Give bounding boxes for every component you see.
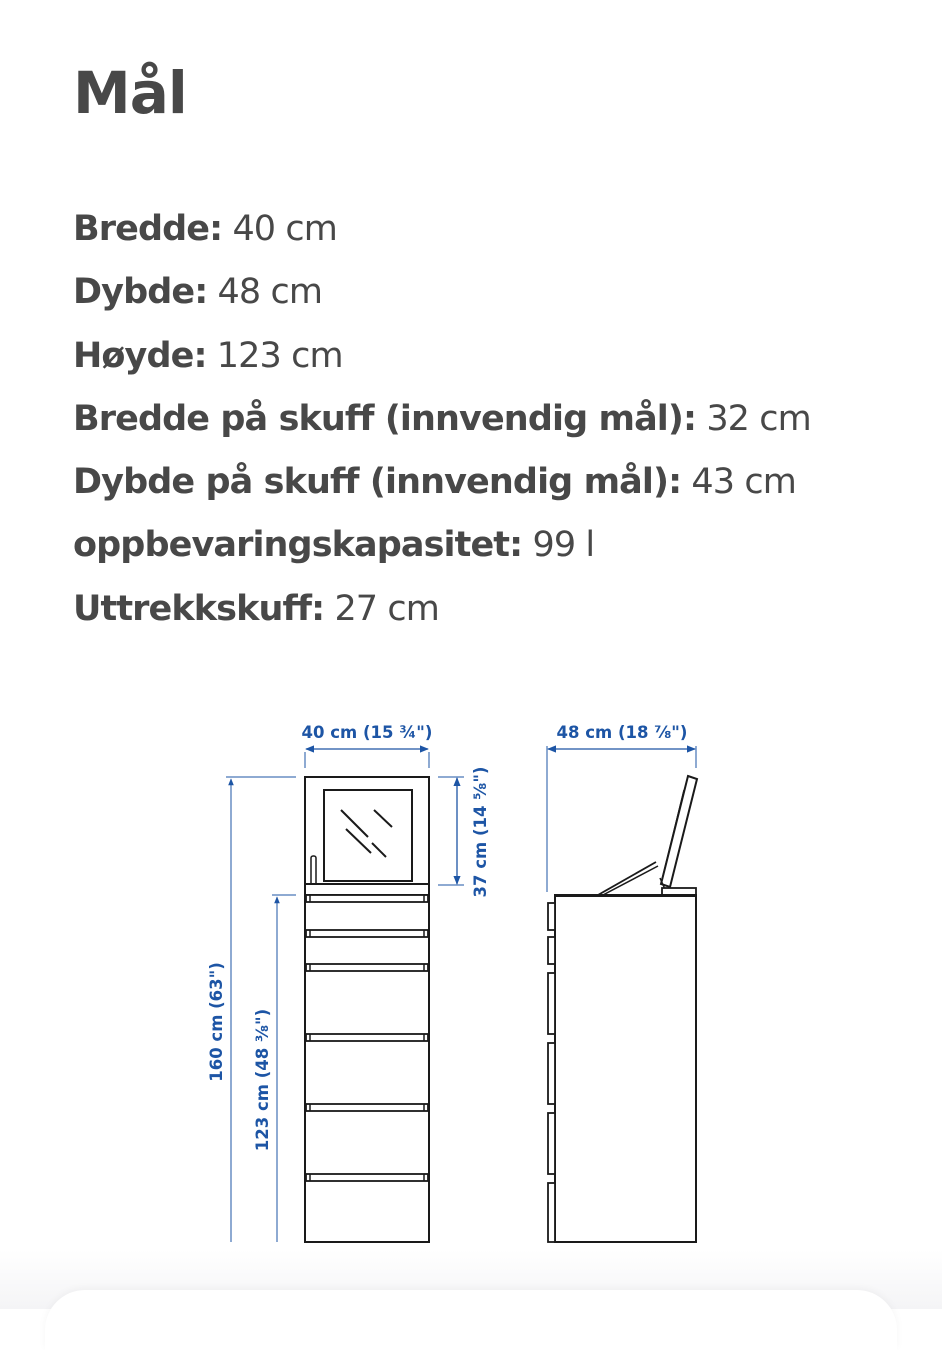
cabinet-side-body (555, 895, 696, 1242)
cabinet-top (305, 884, 429, 895)
mirror-height-label: 37 cm (14 ⅝") (471, 766, 490, 898)
spec-value: 99 l (522, 525, 595, 566)
spec-label: Bredde: (73, 209, 223, 249)
spec-label: Dybde: (73, 272, 208, 313)
cabinet-side-top (555, 895, 696, 897)
total-height-dimension (207, 777, 296, 1242)
mirror-height-dimension (438, 767, 490, 898)
side-depth-label: 48 cm (18 ⅞") (556, 723, 688, 742)
body-height-dimension (253, 895, 296, 1242)
spec-label: Høyde: (73, 335, 207, 376)
side-view (547, 723, 697, 1242)
spec-value: 48 cm (207, 272, 323, 313)
mirror-glass (324, 790, 412, 881)
mirror-reflection-icon (341, 810, 392, 857)
bottom-sheet-edge (45, 1290, 897, 1350)
spec-value: 40 cm (222, 209, 337, 249)
cabinet-body (305, 895, 429, 1242)
spec-label: oppbevaringskapasitet: (73, 525, 523, 566)
front-width-label: 40 cm (15 ¾") (301, 723, 433, 742)
spec-value: 43 cm (681, 462, 796, 503)
body-height-label: 123 cm (48 ⅜") (253, 1008, 272, 1152)
spec-label: Uttrekkskuff: (73, 588, 325, 629)
spec-value: 32 cm (696, 398, 811, 439)
front-view (207, 723, 490, 1242)
side-drawer-fronts (548, 903, 555, 1242)
page-title: Mål (73, 59, 187, 127)
front-width-dimension (302, 723, 433, 768)
spec-value: 27 cm (324, 588, 439, 629)
spec-value: 123 cm (206, 335, 343, 376)
spec-label: Dybde på skuff (innvendig mål): (73, 462, 682, 503)
open-mirror-lid (598, 776, 697, 895)
spec-label: Bredde på skuff (innvendig mål): (73, 398, 697, 439)
total-height-label: 160 cm (63") (207, 962, 226, 1082)
